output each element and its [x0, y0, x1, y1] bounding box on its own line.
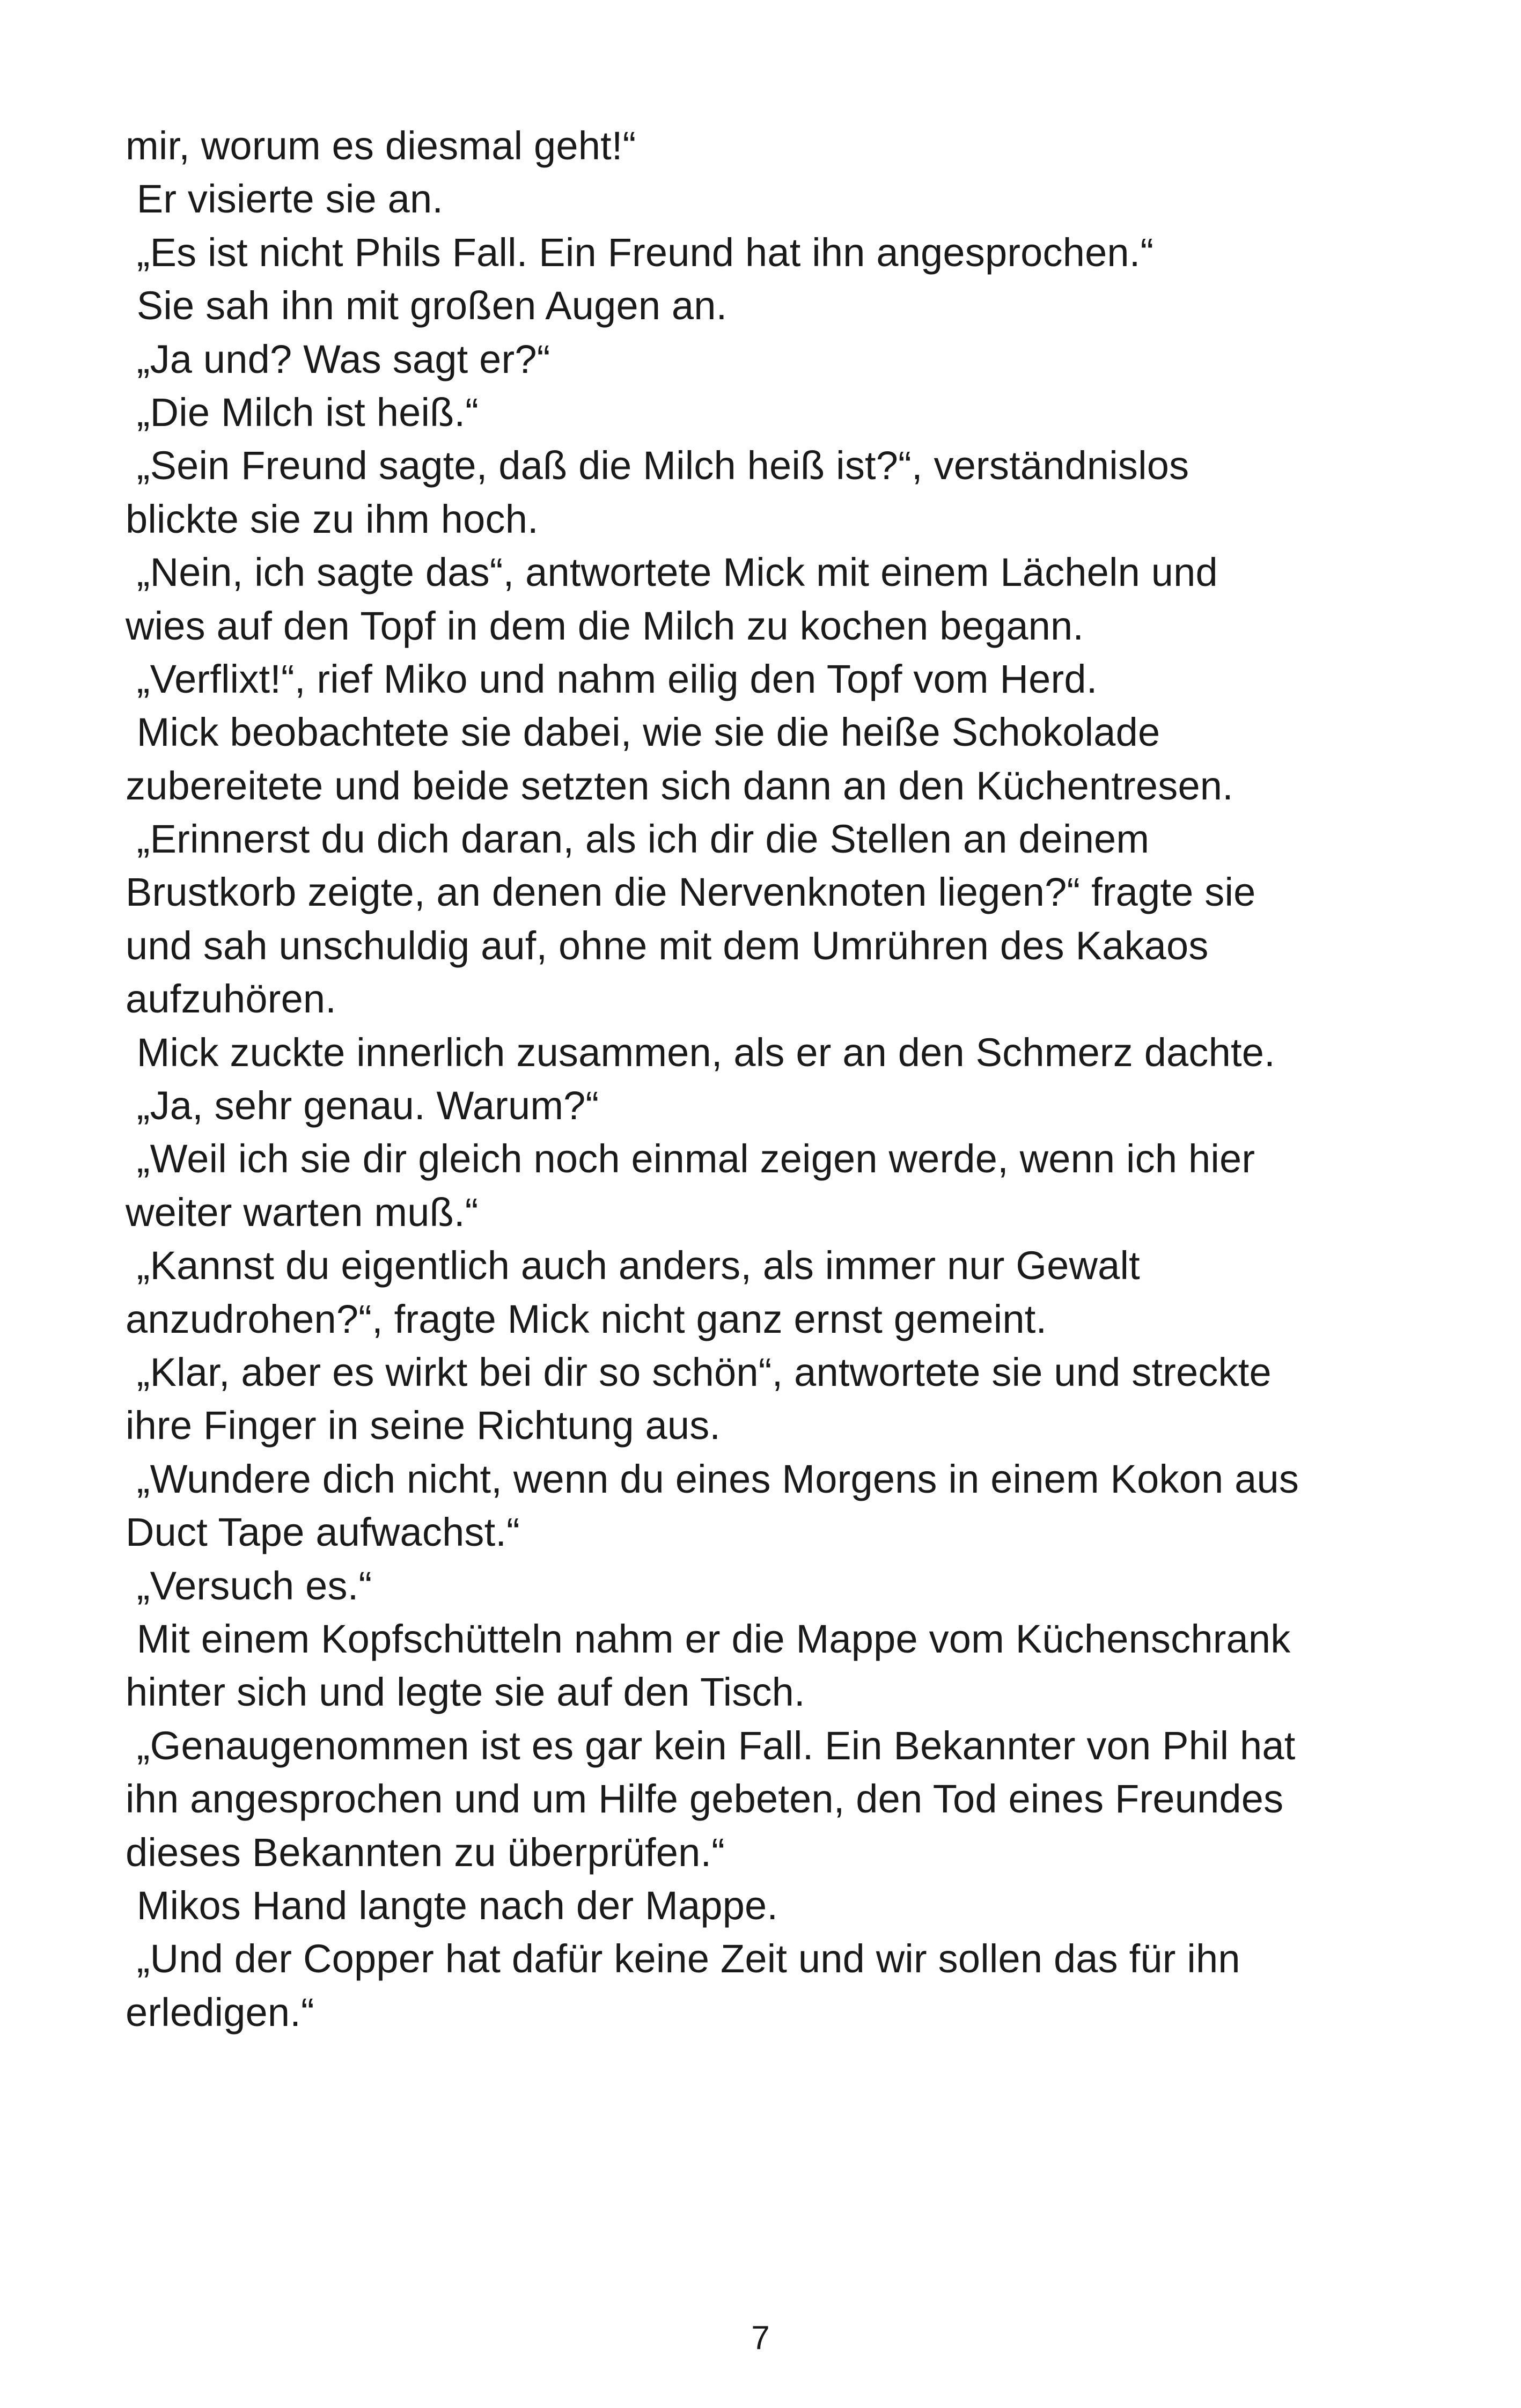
text-line: Mit einem Kopfschütteln nahm er die Mappe vom Küchenschrank	[126, 1616, 1291, 1661]
text-line: wies auf den Topf in dem die Milch zu kochen begann.	[126, 603, 1084, 648]
text-line: weiter warten muß.“	[126, 1190, 479, 1235]
text-line: erledigen.“	[126, 1989, 314, 2035]
text-line: Duct Tape aufwachst.“	[126, 1510, 520, 1555]
text-line: „Ja und? Was sagt er?“	[126, 336, 550, 381]
text-line: ihre Finger in seine Richtung aus.	[126, 1403, 721, 1448]
text-line: „Klar, aber es wirkt bei dir so schön“, antwortete sie und streckte	[126, 1349, 1272, 1394]
text-line: ihn angesprochen und um Hilfe gebeten, den Tod eines Freundes	[126, 1776, 1284, 1822]
text-line: Mikos Hand langte nach der Mappe.	[126, 1883, 778, 1928]
body-text	[126, 119, 1413, 2039]
text-line: „Genaugenommen ist es gar kein Fall. Ein Bekannter von Phil hat	[126, 1723, 1296, 1768]
text-line: zubereitete und beide setzten sich dann an den Küchentresen.	[126, 763, 1233, 808]
text-line: aufzuhören.	[126, 977, 337, 1022]
text-line: „Verflixt!“, rief Miko und nahm eilig den Topf vom Herd.	[126, 656, 1098, 701]
text-line: „Es ist nicht Phils Fall. Ein Freund hat ihn angesprochen.“	[126, 230, 1154, 275]
text-line: Er visierte sie an.	[126, 177, 444, 222]
text-line: Mick beobachtete sie dabei, wie sie die heiße Schokolade	[126, 710, 1160, 755]
text-line: Mick zuckte innerlich zusammen, als er an den Schmerz dachte.	[126, 1030, 1275, 1075]
page-number: 7	[751, 2319, 770, 2356]
text-line: „Sein Freund sagte, daß die Milch heiß ist?“, verständnislos	[126, 443, 1189, 488]
text-line: Brustkorb zeigte, an denen die Nervenknoten liegen?“ fragte sie	[126, 870, 1256, 915]
text-line: „Und der Copper hat dafür keine Zeit und wir sollen das für ihn	[126, 1936, 1240, 1981]
text-line: „Weil ich sie dir gleich noch einmal zeigen werde, wenn ich hier	[126, 1136, 1255, 1181]
text-line: „Kannst du eigentlich auch anders, als immer nur Gewalt	[126, 1243, 1140, 1288]
text-line: „Erinnerst du dich daran, als ich dir die Stellen an deinem	[126, 817, 1150, 862]
text-line: „Ja, sehr genau. Warum?“	[126, 1083, 599, 1128]
text-line: Sie sah ihn mit großen Augen an.	[126, 283, 728, 328]
text-line: „Die Milch ist heiß.“	[126, 390, 479, 435]
text-line: hinter sich und legte sie auf den Tisch.	[126, 1670, 805, 1715]
text-line: anzudrohen?“, fragte Mick nicht ganz ernst gemeint.	[126, 1296, 1047, 1341]
text-line: mir, worum es diesmal geht!“	[126, 123, 636, 168]
text-line: dieses Bekannten zu überprüfen.“	[126, 1830, 725, 1875]
text-line: „Wundere dich nicht, wenn du eines Morgens in einem Kokon aus	[126, 1456, 1299, 1501]
text-line: blickte sie zu ihm hoch.	[126, 496, 539, 541]
text-line: „Versuch es.“	[126, 1563, 372, 1608]
text-line: „Nein, ich sagte das“, antwortete Mick mit einem Lächeln und	[126, 550, 1218, 595]
text-line: und sah unschuldig auf, ohne mit dem Umrühren des Kakaos	[126, 923, 1209, 968]
